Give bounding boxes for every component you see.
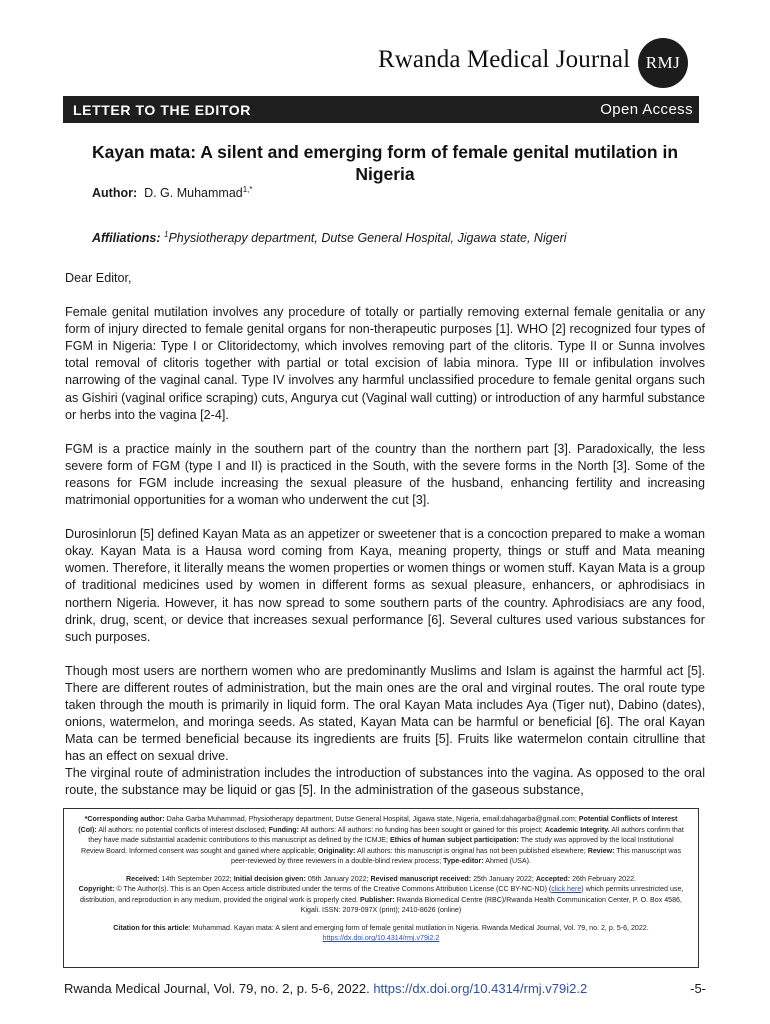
article-type-banner — [63, 96, 699, 123]
originality-label: Originality: — [317, 846, 356, 855]
accepted-text: 26th February 2022. — [572, 874, 636, 883]
article-title: Kayan mata: A silent and emerging form of female genital mutilation in Nigeria — [91, 142, 679, 184]
ethics-text: The study was approved by the local Institutional Review Board. Informed consent was sought and gained where applicable; — [80, 836, 674, 855]
coi-text: All authors: no potential conflicts of interest disclosed; — [98, 825, 267, 834]
integrity-text: All authors confirm that they have made substantial academic contributions to this manuscript as defined by the ICMJE; — [88, 825, 684, 844]
journal-logo: RMJ — [638, 38, 688, 88]
paragraph-3: Durosinlorun [5] defined Kayan Mata as an appetizer or sweetener that is a concoction prepared to make a woman okay. Kayan Mata is a Hausa word coming from Kaya, meaning property, things or stuff and Mata meaning women. Therefore, it literally means the women properties or women things or women stuff. Kayan Mata is a group of traditional medicines used by women in different forms as sexual pleasure, enhancers, or aphrodisiacs in northern Nigeria. However, it has now spread to some southern parts of the country. Aphrodisiacs are any food, drink, drug, scent, or device that increases sexual performance [6]. Several cultures used various substances for such purposes. — [65, 527, 705, 644]
article-type-label: LETTER TO THE EDITOR — [73, 101, 251, 118]
license-link[interactable]: click here — [551, 885, 582, 893]
revised-label: Revised manuscript received: — [370, 874, 472, 883]
type-editor-text: Ahmed (USA). — [485, 857, 531, 865]
author-name: D. G. Muhammad — [144, 186, 243, 200]
article-notes-box — [63, 808, 699, 968]
copyright-label: Copyright: — [78, 885, 115, 893]
initial-decision-text: 05th January 2022; — [307, 874, 369, 883]
affiliation-text: Physiotherapy department, Dutse General Hospital, Jigawa state, Nigeri — [168, 231, 567, 245]
review-text: This manuscript was peer-reviewed by three reviewers in a double-blind review process; — [231, 846, 682, 865]
citation-note — [76, 923, 686, 944]
publisher-label: Publisher: — [359, 895, 395, 904]
corresponding-author-text: Daha Garba Muhammad, Physiotherapy department, Dutse General Hospital, Jigawa state, Nigeria, email:dahagarba@gmail.com; — [166, 815, 577, 823]
received-label: Received: — [126, 874, 160, 883]
copyright-text: © The Author(s). This is an Open Access article distributed under the terms of the Creative Commons Attribution License (CC BY-NC-ND) ( — [116, 885, 552, 893]
citation-text: : Muhammad. Kayan mata: A silent and emerging form of female genital mutilation in Nigeria. Rwanda Medical Journal, Vol. 79, no. 2, p. 5-6, 2022. — [188, 923, 649, 932]
footer-doi-link[interactable]: https://dx.doi.org/10.4314/rmj.v79i2.2 — [373, 981, 588, 996]
journal-name: Rwanda Medical Journal — [378, 46, 631, 73]
footer-citation-text: Rwanda Medical Journal, Vol. 79, no. 2, p. 5-6, 2022. — [64, 981, 370, 996]
review-label: Review: — [587, 846, 615, 855]
author-superscript: 1,* — [242, 184, 253, 194]
publisher-text: Rwanda Biomedical Centre (RBC)/Rwanda Health Communication Center, P. O. Box 4586, Kigali. ISSN: 2079-097X (print); 2410-8626 (online) — [300, 895, 682, 914]
revised-text: 25th January 2022; — [473, 874, 534, 883]
dates-copyright-note — [76, 874, 686, 916]
corresponding-author-label: *Corresponding author: — [84, 815, 165, 823]
accepted-label: Accepted: — [535, 874, 571, 883]
declarations-note — [76, 814, 686, 867]
letter-body — [65, 270, 705, 817]
ethics-label: Ethics of human subject participation: — [389, 836, 519, 844]
received-text: 14th September 2022; — [161, 874, 232, 883]
author-line — [92, 186, 253, 200]
affiliation-superscript: 1 — [164, 229, 169, 239]
citation-doi-link[interactable]: https://dx.doi.org/10.4314/rmj.v79i2.2 — [322, 934, 440, 942]
funding-label: Funding: — [268, 825, 300, 834]
copyright-text-2: ) which permits unrestricted use, distribution, and reproduction in any medium, provided the original work is properly cited. — [80, 885, 684, 904]
paragraph-4: Though most users are northern women who are predominantly Muslims and Islam is against the harmful act [5]. There are different routes of administration, but the main ones are the oral and virginal routes. The oral route type taken through the mouth is primarily in liquid form. The oral Kayan Mata includes Aya (Tiger nut), Dabino (dates), onions, watermelon, and moringa seeds. As stated, Kayan Mata can be harmful or beneficial [6]. The oral Kayan Mata can be termed beneficial because its ingredients are fruits [5]. Fruits like watermelon contain citrulline that has an effect on sexual drive. — [65, 663, 705, 764]
initial-decision-label: Initial decision given: — [233, 874, 306, 883]
paragraph-5: The virginal route of administration includes the introduction of substances into the vagina. As opposed to the oral route, the substance may be liquid or gas [5]. In the administration of the gaseous substance, — [65, 766, 705, 798]
affiliations-label: Affiliations: — [92, 231, 161, 245]
paragraph-1: Female genital mutilation involves any procedure of totally or partially removing external female genitalia or any form of injury directed to female genital organs for non-therapeutic purposes [1]. WHO [2] recognized four types of FGM in Nigeria: Type I or Clitoridectomy, which involves removing part of the clitoris. Type II or Sunna involves total removal of clitoris together with partial or total excision of labia minora. Type III or infibulation involves narrowing of the vaginal canal. Type IV involves any harmful unclassified procedure to female genital organs such as Gishiri (vaginal orifice scraping) cuts, Angurya cut (Vaginal wall cutting) or introduction of any harmful substance or herbs into the vagina [2-4]. — [65, 305, 705, 422]
open-access-label: Open Access — [600, 101, 693, 118]
coi-label: Potential Conflicts of Interest (CoI): — [78, 815, 678, 834]
footer-citation — [64, 981, 587, 996]
originality-text: All authors: this manuscript is original has not been published elsewhere; — [357, 846, 586, 855]
affiliations-line — [92, 231, 567, 245]
type-editor-label: Type-editor: — [443, 857, 484, 865]
author-label: Author: — [92, 186, 138, 200]
integrity-label: Academic Integrity. — [544, 825, 610, 834]
paragraph-2: FGM is a practice mainly in the southern part of the country than the northern part [3]. Paradoxically, the less severe form of FGM (type I and II) is practiced in the South, with the severe forms in the North [3]. Some of the reasons for FGM include increasing the sexual pleasure of the husband, enhancing fertility and increasing matrimonial opportunities for a woman who underwent the cut [3]. — [65, 441, 705, 508]
salutation: Dear Editor, — [65, 271, 132, 285]
citation-label: Citation for this article — [113, 923, 189, 932]
page-number: -5- — [690, 981, 706, 996]
funding-text: All authors: All authors: no funding has been sought or gained for this project; — [300, 825, 543, 834]
